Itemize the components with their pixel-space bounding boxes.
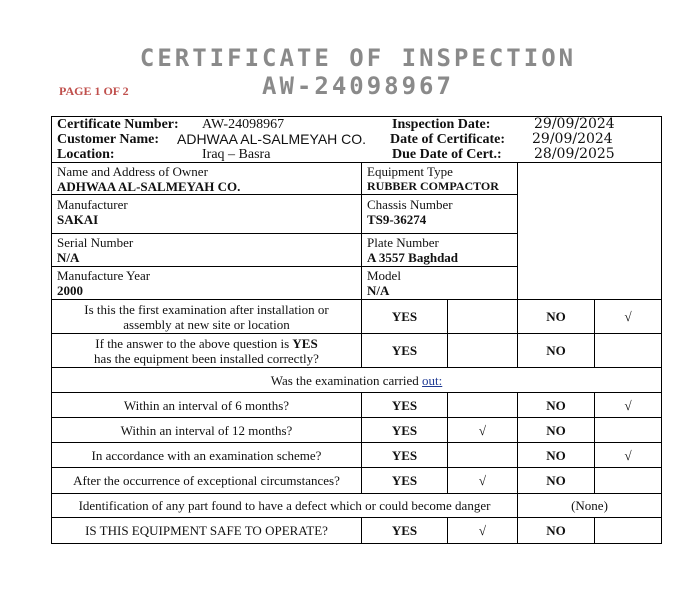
year-label: Manufacture Year <box>57 268 151 283</box>
q2-line1: If the answer to the above question is <box>95 335 293 351</box>
q5-no-check-icon: √ <box>595 443 662 468</box>
plate-value: A 3557 Baghdad <box>367 250 459 265</box>
owner-label: Name and Address of Owner <box>57 163 208 179</box>
q4-no-mark <box>595 418 662 443</box>
location-value: Iraq – Basra <box>202 147 271 162</box>
q3-no: NO <box>518 393 595 418</box>
inspection-date-value: 29/09/2024 <box>534 116 615 132</box>
q2-line1-yes: YES <box>292 335 318 351</box>
inspection-date-label: Inspection Date: <box>392 117 491 132</box>
defect-label: Identification of any part found to have a defect which or could become danger <box>52 494 518 518</box>
q3-no-check-icon: √ <box>595 393 662 418</box>
manufacturer-label: Manufacturer <box>57 197 128 212</box>
q1-yes-mark <box>448 300 518 334</box>
question-row-6-months <box>52 393 662 418</box>
q5-yes: YES <box>362 443 448 468</box>
serial-label: Serial Number <box>57 235 134 250</box>
model-value: N/A <box>367 283 390 298</box>
q2-yes-mark <box>448 334 518 368</box>
q4-label: Within an interval of 12 months? <box>52 418 362 443</box>
q3-yes-mark <box>448 393 518 418</box>
q2-line2: has the equipment been installed correctly? <box>94 350 319 366</box>
equipment-type-value: RUBBER COMPACTOR <box>367 178 499 193</box>
question-row-first-exam <box>52 300 662 334</box>
q2-yes: YES <box>362 334 448 368</box>
header-row <box>52 117 662 163</box>
header-block <box>52 117 662 163</box>
q2-no-mark <box>595 334 662 368</box>
safe-yes: YES <box>362 518 448 544</box>
cert-number-value: AW-24098967 <box>202 117 285 132</box>
safe-yes-check-icon: √ <box>448 518 518 544</box>
q6-no: NO <box>518 468 595 494</box>
exam-heading-row <box>52 368 662 393</box>
customer-name-label: Customer Name: <box>57 132 159 147</box>
q5-label: In accordance with an examination scheme? <box>52 443 362 468</box>
q1-line2: assembly at new site or location <box>123 316 290 332</box>
serial-value: N/A <box>57 250 80 265</box>
chassis-value: TS9-36274 <box>367 212 427 227</box>
date-of-certificate-label: Date of Certificate: <box>390 132 506 147</box>
defect-row <box>52 494 662 518</box>
exam-heading-out: out: <box>422 372 443 388</box>
q5-yes-mark <box>448 443 518 468</box>
year-value: 2000 <box>57 283 83 298</box>
q6-no-mark <box>595 468 662 494</box>
exam-heading: Was the examination carried <box>270 372 423 388</box>
manufacturer-value: SAKAI <box>57 212 99 227</box>
q1-no-check-icon: √ <box>595 300 662 334</box>
q6-yes: YES <box>362 468 448 494</box>
page-indicator: PAGE 1 OF 2 <box>59 84 129 98</box>
q4-yes: YES <box>362 418 448 443</box>
question-row-installed <box>52 334 662 368</box>
question-row-scheme <box>52 443 662 468</box>
chassis-label: Chassis Number <box>367 197 453 212</box>
safe-label: IS THIS EQUIPMENT SAFE TO OPERATE? <box>52 518 362 544</box>
due-date-label: Due Date of Cert.: <box>392 147 502 162</box>
question-row-exceptional <box>52 468 662 494</box>
safe-row <box>52 518 662 544</box>
q1-yes: YES <box>362 300 448 334</box>
equipment-type-label: Equipment Type <box>367 163 453 179</box>
due-date-value: 28/09/2025 <box>534 146 615 162</box>
q5-no: NO <box>518 443 595 468</box>
q6-yes-check-icon: √ <box>448 468 518 494</box>
q3-label: Within an interval of 6 months? <box>52 393 362 418</box>
question-row-12-months <box>52 418 662 443</box>
owner-value: ADHWAA AL-SALMEYAH CO. <box>57 178 241 194</box>
q3-yes: YES <box>362 393 448 418</box>
q4-no: NO <box>518 418 595 443</box>
plate-label: Plate Number <box>367 235 439 250</box>
detail-row-owner <box>52 163 662 195</box>
location-label: Location: <box>57 147 115 162</box>
customer-name-value: ADHWAA AL-SALMEYAH CO. <box>177 131 367 147</box>
blank-area <box>518 163 662 300</box>
q6-label: After the occurrence of exceptional circumstances? <box>52 468 362 494</box>
certificate-table <box>51 116 662 544</box>
certificate-number-title: AW-24098967 <box>262 72 454 100</box>
cert-number-label: Certificate Number: <box>57 117 179 132</box>
q4-yes-check-icon: √ <box>448 418 518 443</box>
safe-no-mark <box>595 518 662 544</box>
q1-line1: Is this the first examination after installation or <box>84 301 329 317</box>
defect-value: (None) <box>518 494 662 518</box>
certificate-title: CERTIFICATE OF INSPECTION <box>139 44 577 72</box>
q1-no: NO <box>518 300 595 334</box>
model-label: Model <box>367 268 401 283</box>
safe-no: NO <box>518 518 595 544</box>
q2-no: NO <box>518 334 595 368</box>
date-of-certificate-value: 29/09/2024 <box>532 131 613 147</box>
